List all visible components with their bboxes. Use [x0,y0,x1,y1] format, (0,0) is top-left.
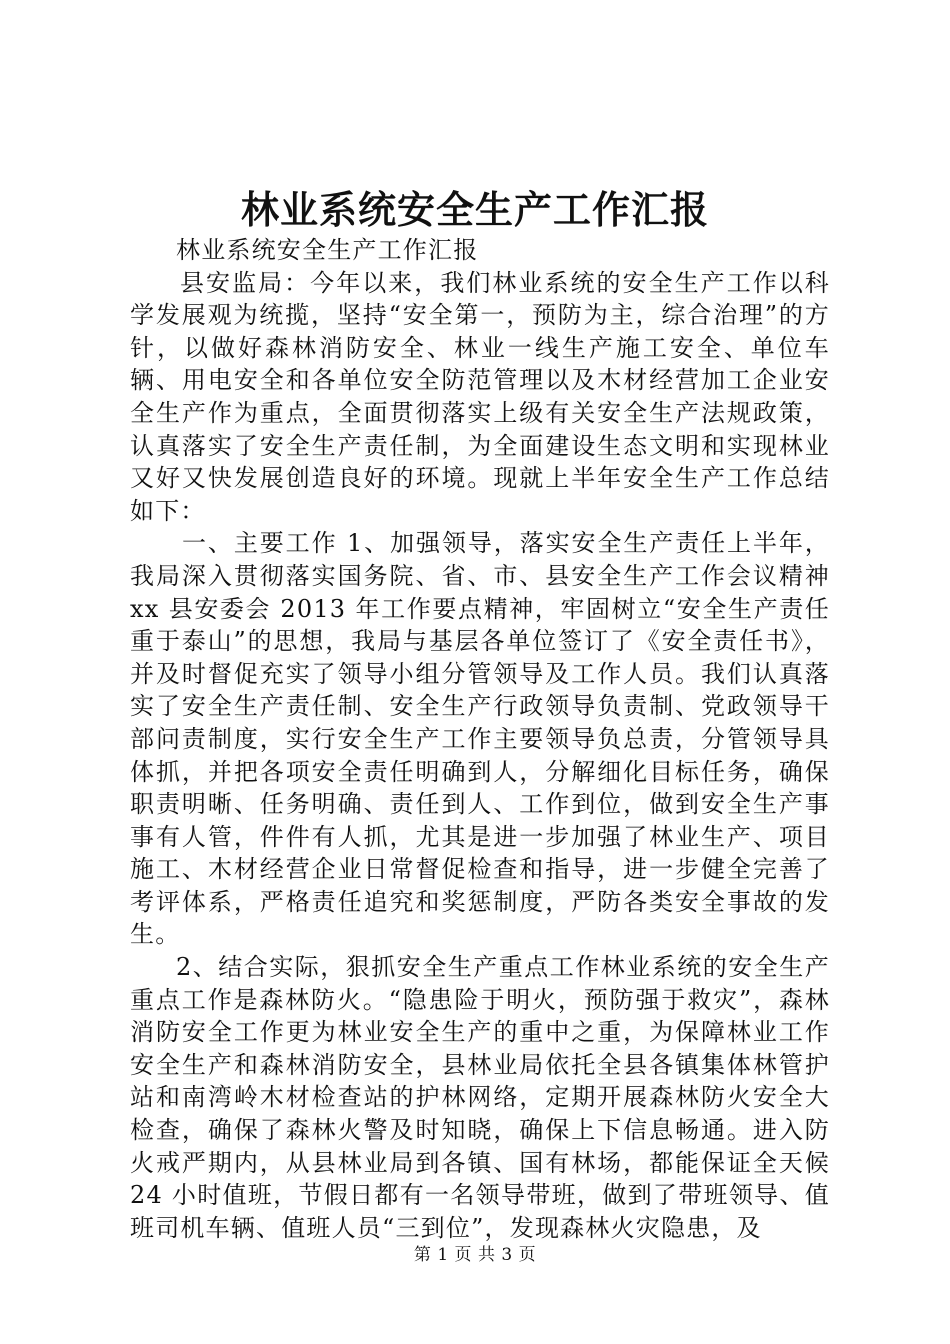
page-footer: 第 1 页 共 3 页 [413,1245,537,1265]
paragraph-main-work: 一、主要工作 1、加强领导，落实安全生产责任上半年，我局深入贯彻落实国务院、省、市、县安全生产工作会议精神 xx 县安委会 2013 年工作要点精神，牢固树立“安全生产责任重于泰山”的思想，我局与基层各单位签订了《安全责任书》，并及时督促充实了领导小组分管领导及工作人员。我们认真落实了安全生产责任制、安全生产行政领导负责制、党政领导干部问责制度，实行安全生产工作主要领导负总责，分管领导具体抓，并把各项安全责任明确到人，分解细化目标任务，确保职责明晰、任务明确、责任到人、工作到位，做到安全生产事事有人管，件件有人抓，尤其是进一步加强了林业生产、项目施工、木材经营企业日常督促检查和指导，进一步健全完善了考评体系，严格责任追究和奖惩制度，严防各类安全事故的发生。 [130,529,830,949]
paragraph-key-work: 2、结合实际，狠抓安全生产重点工作林业系统的安全生产重点工作是森林防火。“隐患险于明火，预防强于救灾”，森林消防安全工作更为林业安全生产的重中之重，为保障林业工作安全生产和森林消防安全，县林业局依托全县各镇集体林管护站和南湾岭木材检查站的护林网络，定期开展森林防火安全大检查，确保了森林火警及时知晓，确保上下信息畅通。进入防火戒严期内，从县林业局到各镇、国有林场，都能保证全天候 24 小时值班，节假日都有一名领导带班，做到了带班领导、值班司机车辆、值班人员“三到位”，发现森林火灾隐患，及 [130,953,830,1242]
document-title: 林业系统安全生产工作汇报 [240,187,709,232]
document-subtitle: 林业系统安全生产工作汇报 [176,236,479,264]
document-body [130,234,830,1244]
paragraph-intro: 县安监局：今年以来，我们林业系统的安全生产工作以科学发展观为统揽，坚持“安全第一，预防为主，综合治理”的方针，以做好森林消防安全、林业一线生产施工安全、单位车辆、用电安全和各单位安全防范管理以及木材经营加工企业安全生产作为重点，全面贯彻落实上级有关安全生产法规政策，认真落实了安全生产责任制，为全面建设生态文明和实现林业又好又快发展创造良好的环境。现就上半年安全生产工作总结如下： [130,268,830,525]
